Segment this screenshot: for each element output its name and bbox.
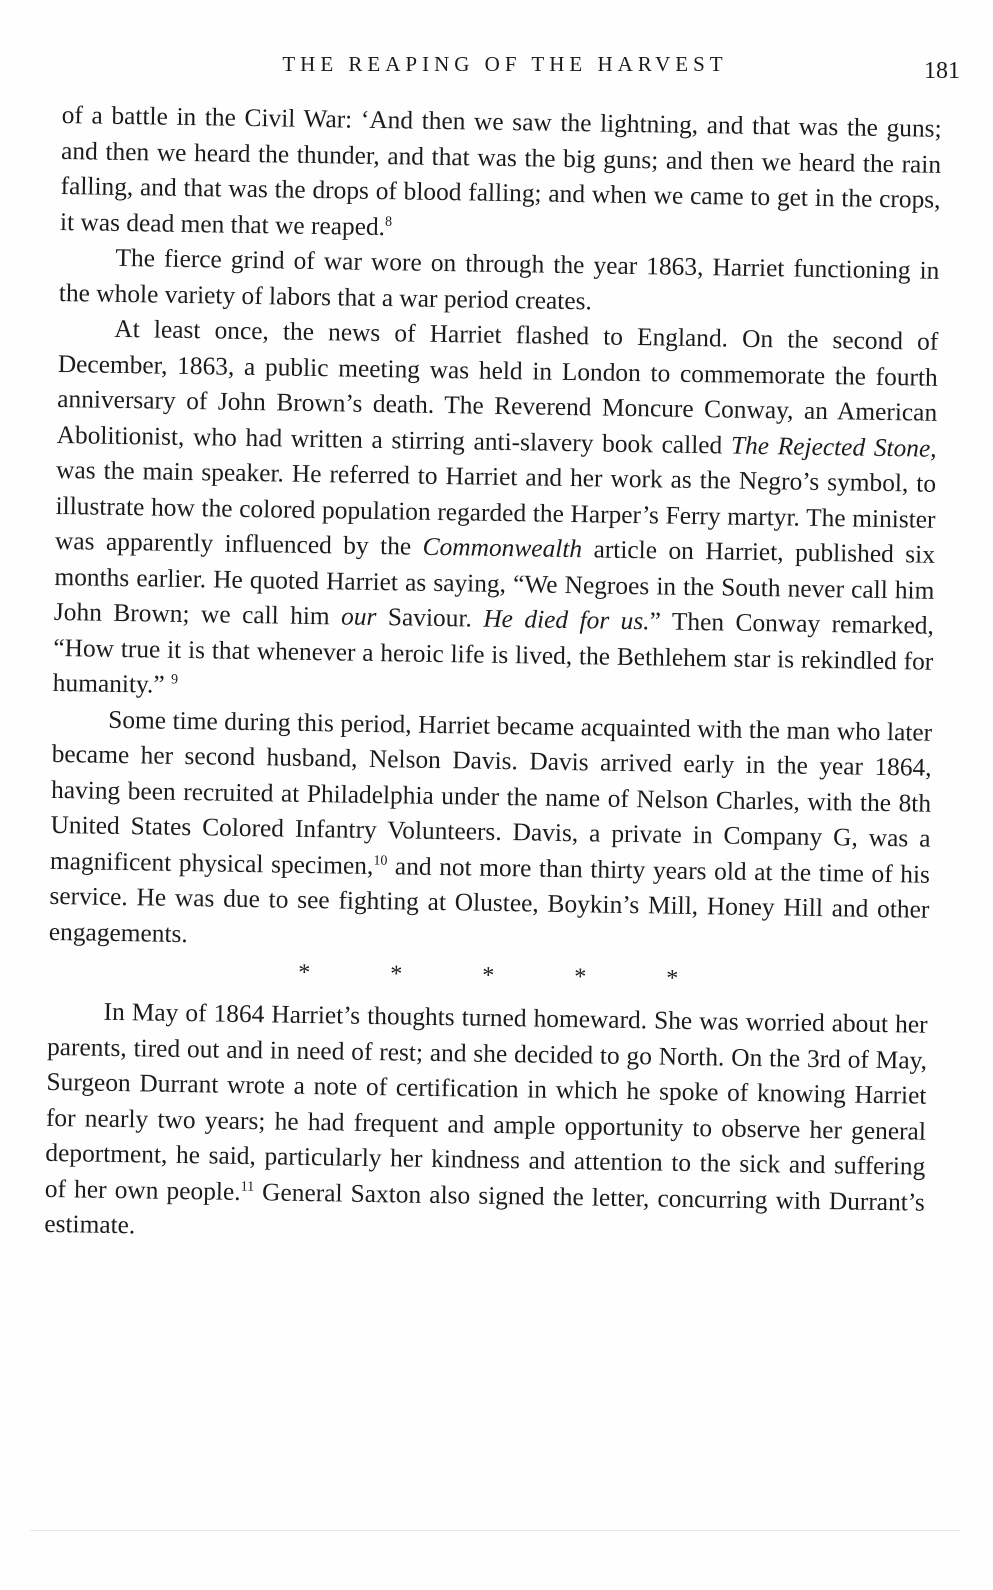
italic-text: our <box>340 602 377 632</box>
page-number: 181 <box>924 58 960 84</box>
paragraph <box>60 98 942 254</box>
paragraph <box>44 994 928 1256</box>
text-run: Some time during this period, Harriet became acquainted with the man who later became her second husband, Nelson Davis. Davis arrived early in the year 1864, having been recruited at Philadelphia under the name of Nelson Charles, with the 8th United States Colored Infantry Volunteers. Davis, a private in Company G, was a magnificent physical specimen, <box>49 705 933 880</box>
section-separator: * * * * * <box>298 959 679 992</box>
paragraph <box>53 311 939 715</box>
page-bottom-edge <box>30 1530 960 1531</box>
text-run: and not more than thirty years old at the time of his service. He was due to see fighting at Olustee, Boykin’s Mill, Honey Hill and other engagements. <box>48 851 931 948</box>
text-run: was the main speaker. He referred to Harriet and her work as the Negro’s symbol, to illustrate how the colored population regarded the Harper’s Ferry martyr. The minister was apparently influenced by the <box>54 455 937 561</box>
paragraph <box>49 701 933 963</box>
italic-text: Commonwealth <box>422 532 583 564</box>
text-run: At least once, the news of Harriet flashed to England. On the second of December, 1863, a public meeting was held in London to commemorate the fourth anniversary of John Brown’s death. The Reverend Moncure Conway, an American Abolitionist, who had written a stirring anti-slavery book called <box>56 314 939 460</box>
text-run: In May of 1864 Harriet’s thoughts turned homeward. She was worried about her parents, tired out and in need of rest; and she decided to go North. On the 3rd of May, Surgeon Durrant wrote a note of certification in which he spoke of knowing Harriet for nearly two years; he had frequent and ample opportunity to observe her general deportment, he said, particularly her kindness and attention to the sick and suffering of her own people. <box>44 997 928 1206</box>
footnote-ref: 10 <box>373 853 388 869</box>
text-run: of a battle in the Civil War: ‘And then we saw the lightning, and that was the guns; and then we heard the thunder, and that was the big guns; and then we heard the rain falling, and that was the drops of blood falling; and when we came to get in the crops, it was dead men that we reaped. <box>59 100 942 241</box>
body-text <box>44 98 942 1256</box>
italic-text: The Rejected Stone, <box>730 431 937 463</box>
page-header <box>50 48 960 88</box>
text-run: ” Then Conway remarked, “How true it is that whenever a heroic life is lived, the Bethlehem star is rekindled for humanity.” <box>52 607 935 699</box>
text-run: article on Harriet, published six months earlier. He quoted Harriet as saying, “We Negroes in the South never call him John Brown; we call him <box>53 535 936 631</box>
footnote-ref: 9 <box>170 672 179 688</box>
text-run: The fierce grind of war wore on through the year 1863, Harriet functioning in the whole variety of labors that a war period creates. <box>58 243 940 315</box>
running-head: THE REAPING OF THE HARVEST <box>282 52 728 76</box>
paragraphs-after-separator <box>44 994 928 1256</box>
text-run: General Saxton also signed the letter, concurring with Durrant’s estimate. <box>44 1177 925 1240</box>
footnote-ref: 11 <box>240 1178 255 1195</box>
text-run: Saviour. <box>376 603 484 633</box>
footnote-ref: 8 <box>384 214 393 230</box>
paragraphs-before-separator <box>49 98 942 964</box>
italic-text: He died for us. <box>483 604 650 636</box>
